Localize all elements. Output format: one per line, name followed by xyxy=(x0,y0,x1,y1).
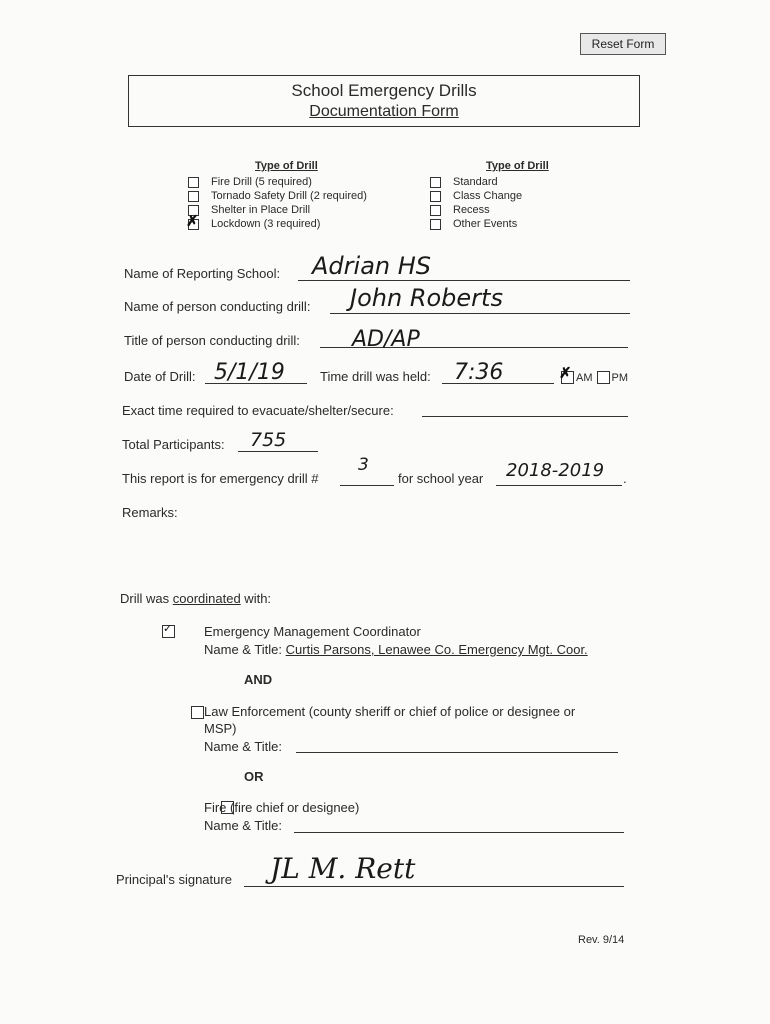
time-value: 7:36 xyxy=(454,360,504,385)
law-enforcement-label-cont: MSP) xyxy=(204,721,237,736)
fire-name-label: Name & Title: xyxy=(204,818,283,833)
reset-form-button[interactable]: Reset Form xyxy=(580,33,666,55)
coordinated-intro: Drill was coordinated with: xyxy=(120,591,272,606)
law-enforcement-checkbox[interactable] xyxy=(191,706,204,719)
person-value: John Roberts xyxy=(350,284,503,312)
x-mark-icon: ✗ xyxy=(559,365,572,382)
drill-option-other-events[interactable]: Other Events xyxy=(430,217,522,231)
drill-option-shelter[interactable]: Shelter in Place Drill xyxy=(188,203,367,217)
school-value: Adrian HS xyxy=(312,252,432,280)
checkbox[interactable] xyxy=(188,177,199,188)
emc-name-row: Name & Title: Curtis Parsons, Lenawee Co. Emergency Mgt. Coor. xyxy=(204,642,588,657)
checkbox[interactable] xyxy=(430,205,441,216)
school-year-field-line[interactable] xyxy=(496,485,622,486)
revision-label: Rev. 9/14 xyxy=(578,934,625,946)
drill-type-list-right xyxy=(430,175,522,231)
checkbox-checked[interactable] xyxy=(186,212,199,230)
law-enforcement-label: Law Enforcement (county sheriff or chief of police or designee or xyxy=(204,704,576,719)
drill-option-tornado[interactable]: Tornado Safety Drill (2 required) xyxy=(188,189,367,203)
fire-label: Fire (fire chief or designee) xyxy=(204,800,360,815)
school-year-value: 2018-2019 xyxy=(506,460,605,481)
drill-type-header-right: Type of Drill xyxy=(486,160,549,172)
exact-time-field-line[interactable] xyxy=(422,416,628,417)
am-checkbox[interactable] xyxy=(559,365,574,384)
drill-option-fire[interactable]: Fire Drill (5 required) xyxy=(188,175,367,189)
or-label: OR xyxy=(244,769,264,784)
school-field-line[interactable] xyxy=(298,280,630,281)
participants-field-line[interactable] xyxy=(238,451,318,452)
and-label: AND xyxy=(244,672,273,687)
form-title-box xyxy=(128,75,640,127)
emc-checkbox[interactable] xyxy=(162,625,175,638)
am-pm-group xyxy=(559,365,628,384)
fire-name-field-line[interactable] xyxy=(294,832,624,833)
x-mark-icon: ✗ xyxy=(186,212,199,230)
title-value: AD/AP xyxy=(352,327,420,352)
title-label: Title of person conducting drill: xyxy=(124,333,300,348)
am-label: AM xyxy=(576,371,593,384)
date-value: 5/1/19 xyxy=(214,360,285,385)
check-mark-icon: ✓ xyxy=(163,623,173,635)
drill-option-class-change[interactable]: Class Change xyxy=(430,189,522,203)
form-subtitle: Documentation Form xyxy=(309,103,459,120)
pm-label: PM xyxy=(611,371,628,384)
emc-name-value: Curtis Parsons, Lenawee Co. Emergency Mgt. Coor. xyxy=(285,642,588,657)
checkbox[interactable] xyxy=(430,177,441,188)
signature-field-line[interactable] xyxy=(244,886,624,887)
checkbox[interactable] xyxy=(188,191,199,202)
checkbox[interactable] xyxy=(430,219,441,230)
school-year-label: for school year xyxy=(398,471,484,486)
signature-label: Principal's signature xyxy=(116,872,232,887)
form-title: School Emergency Drills xyxy=(291,81,477,100)
participants-value: 755 xyxy=(250,429,287,451)
drill-option-standard[interactable]: Standard xyxy=(430,175,522,189)
exact-time-label: Exact time required to evacuate/shelter/secure: xyxy=(122,403,394,418)
drill-option-recess[interactable]: Recess xyxy=(430,203,522,217)
school-label: Name of Reporting School: xyxy=(124,266,281,281)
drill-number-value: 3 xyxy=(358,455,369,475)
drill-type-list-left xyxy=(188,175,367,231)
participants-label: Total Participants: xyxy=(122,437,225,452)
signature-value: JL M. Rett xyxy=(270,852,416,885)
remarks-label: Remarks: xyxy=(122,505,178,520)
law-name-field-line[interactable] xyxy=(296,752,618,753)
person-label: Name of person conducting drill: xyxy=(124,299,311,314)
drill-type-header-left: Type of Drill xyxy=(255,160,318,172)
drill-option-lockdown[interactable]: ✗ Lockdown (3 required) xyxy=(186,212,321,230)
date-label: Date of Drill: xyxy=(124,369,196,384)
checkbox[interactable] xyxy=(430,191,441,202)
law-name-label: Name & Title: xyxy=(204,739,283,754)
person-field-line[interactable] xyxy=(330,313,630,314)
pm-checkbox[interactable] xyxy=(597,371,610,384)
time-label: Time drill was held: xyxy=(320,369,431,384)
emc-label: Emergency Management Coordinator xyxy=(204,624,421,639)
report-label: This report is for emergency drill # xyxy=(122,471,319,486)
drill-number-field-line[interactable] xyxy=(340,485,394,486)
